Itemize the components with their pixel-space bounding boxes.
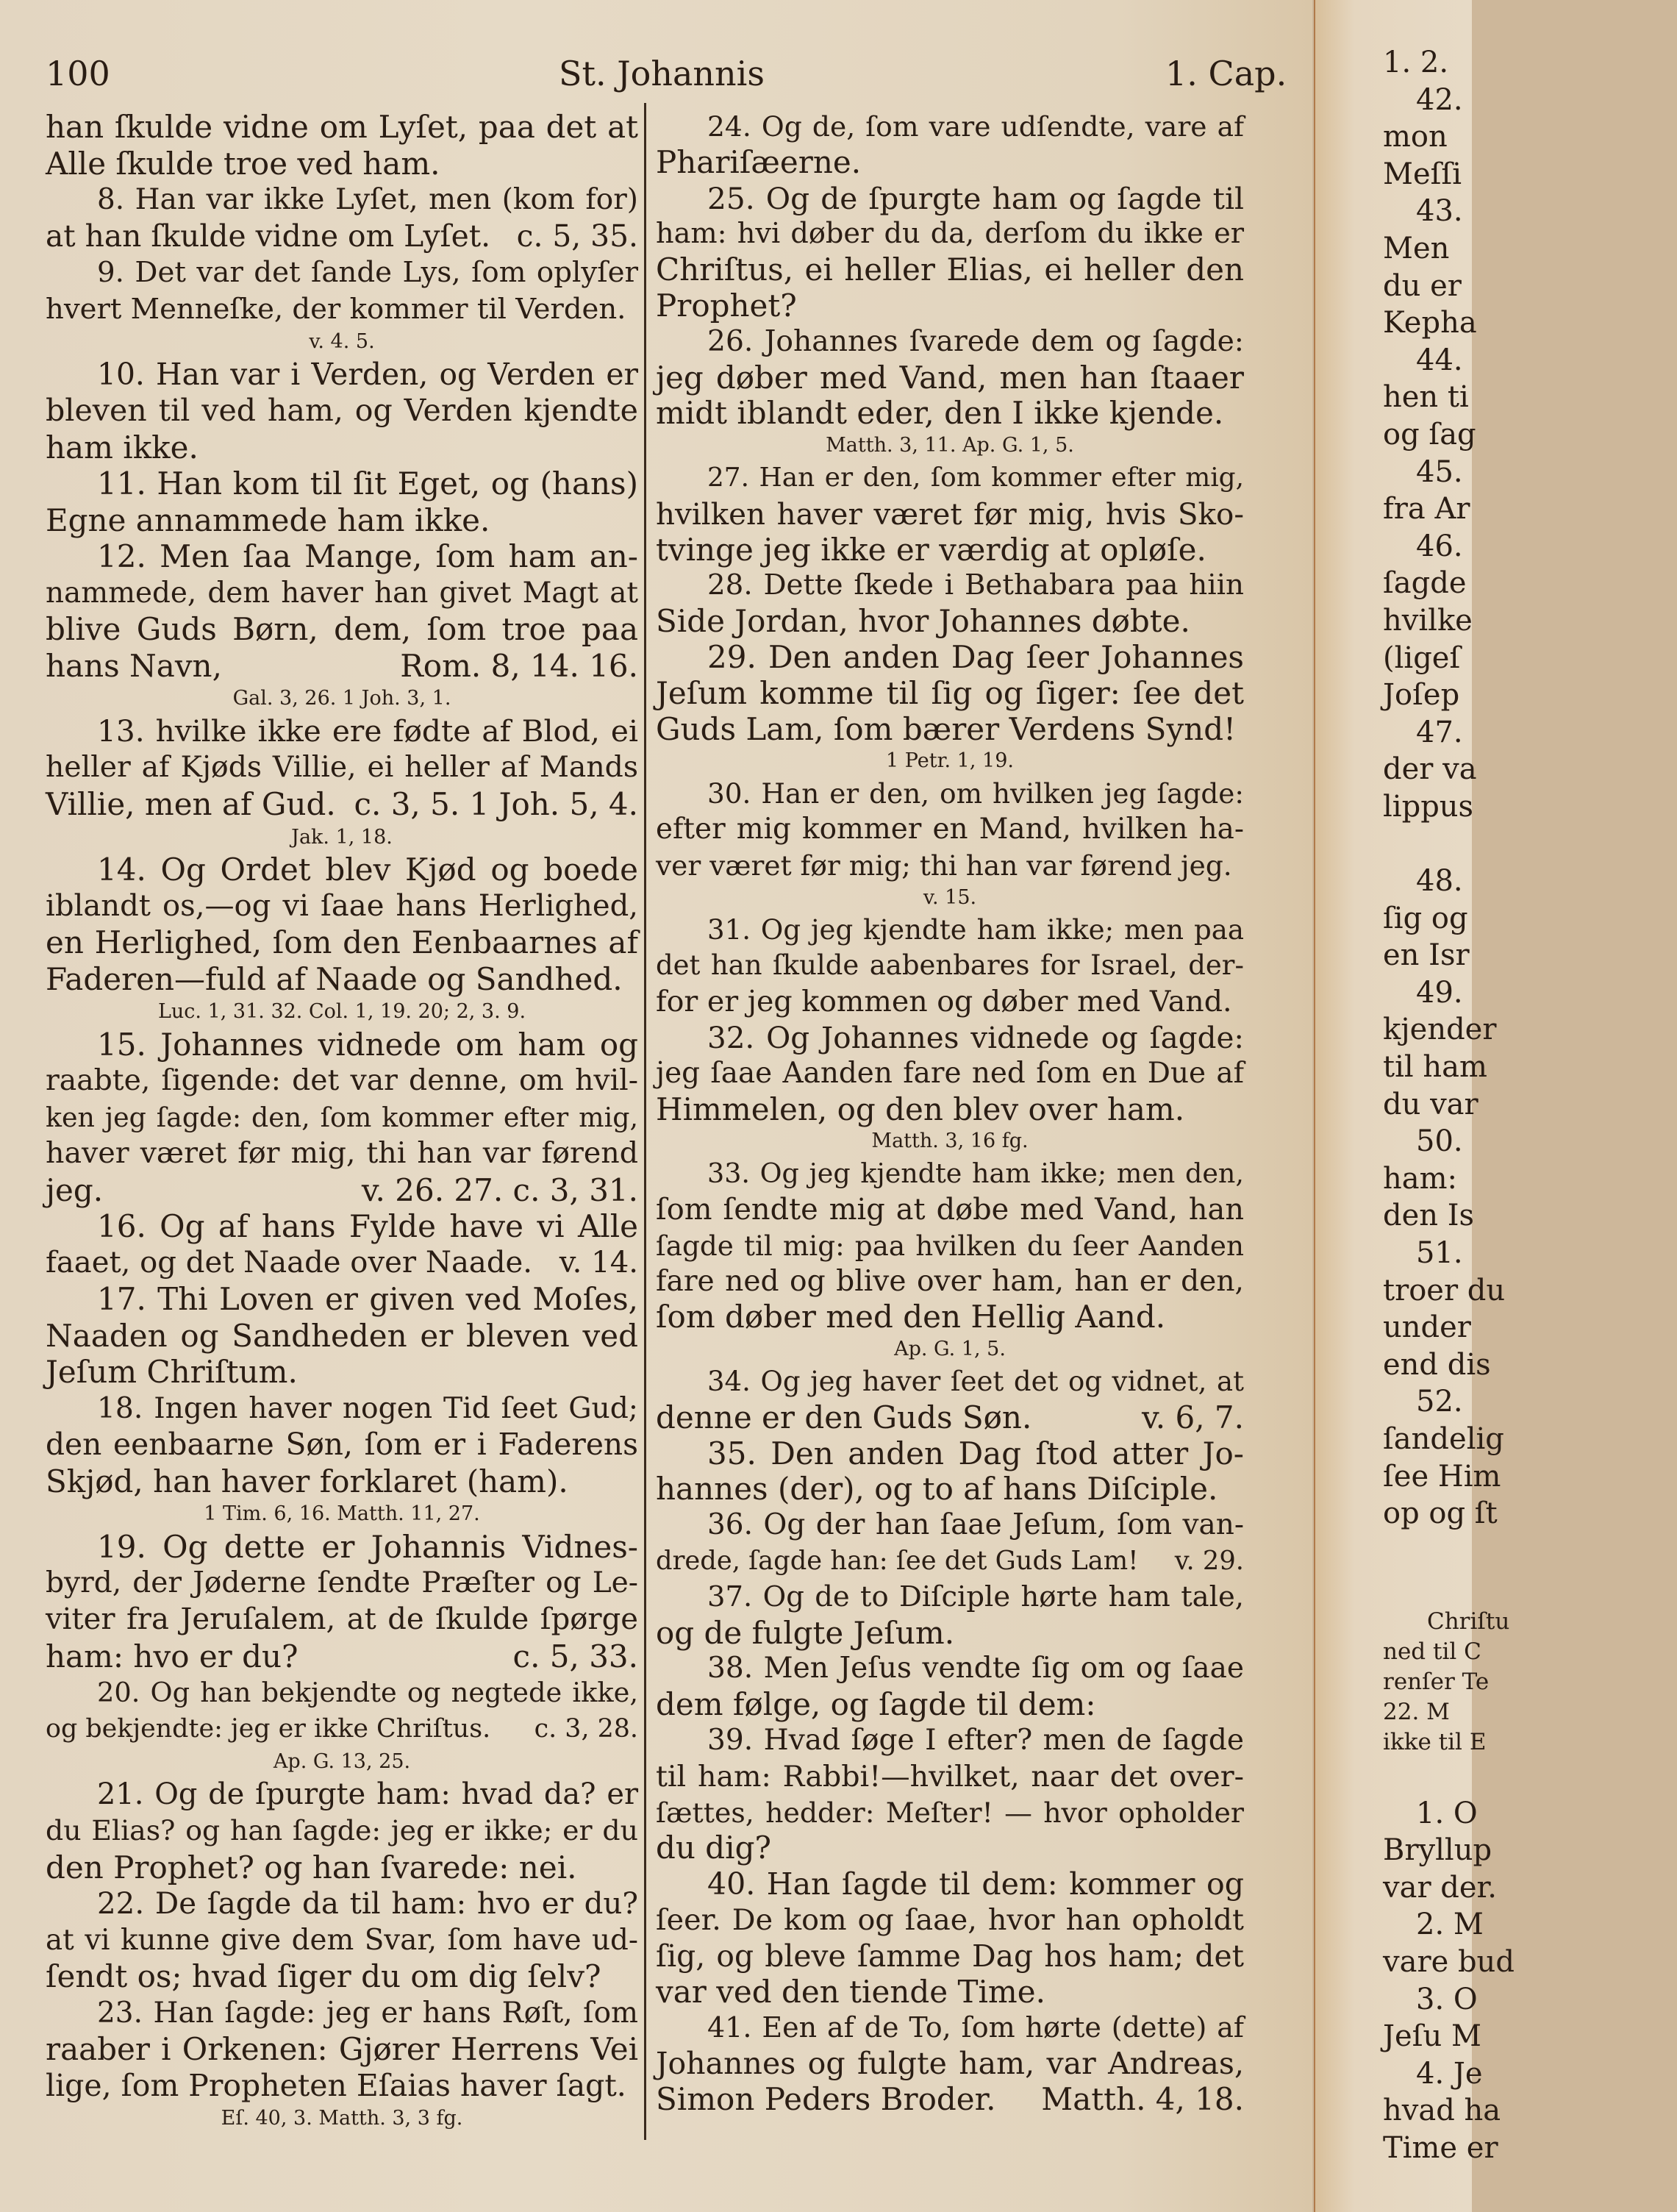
verse-text: lige, ſom Propheten Eſaias haver ſagt.: [46, 2067, 626, 2103]
verse-text: Johannes og fulgte ham, var Andreas,: [656, 2046, 1244, 2082]
verse-line: [656, 812, 1244, 848]
verse-text: Chriſtus, ei heller Elias, ei heller den: [656, 251, 1244, 288]
next-page-line: du var: [1383, 1087, 1478, 1121]
verse-text: Faderen—fuld af Naade og Sandhed.: [46, 960, 623, 997]
verse-start-line: [656, 2010, 1244, 2046]
verse-line: [46, 1427, 638, 1463]
page-number: 100: [46, 54, 110, 93]
verse-start-line: [656, 324, 1244, 360]
next-page-line: 46.: [1416, 529, 1463, 563]
verse-line: [656, 1056, 1244, 1092]
verse-text: at han ſkulde vidne om Lyſet.: [46, 218, 491, 254]
verse-text: dem følge, og ſagde til dem:: [656, 1686, 1096, 1723]
next-page-line: ſig og: [1383, 901, 1468, 935]
verse-line: [656, 1687, 1244, 1723]
verse-start-line: [46, 1027, 638, 1063]
verse-start-line: [656, 460, 1244, 496]
verse-text: 25. Og de ſpurgte ham og ſagde til: [707, 180, 1244, 216]
next-page-line: vare bud: [1383, 1944, 1515, 1979]
verse-start-line: [46, 465, 638, 502]
verse-start-line: [656, 1723, 1244, 1759]
verse-start-line: [656, 109, 1244, 145]
next-page-line: 47.: [1416, 715, 1463, 749]
next-page-line: Bryllup: [1383, 1833, 1492, 1868]
verse-line: [46, 1849, 638, 1886]
verse-line: [46, 1602, 638, 1638]
verse-text: nammede, dem haver han givet Magt at: [46, 576, 638, 610]
verse-line: [46, 786, 638, 823]
verse-start-line: [656, 640, 1244, 676]
verse-start-line: [46, 1281, 638, 1318]
verse-line: [656, 532, 1244, 568]
inline-reference: v. 14.: [559, 1245, 638, 1280]
verse-start-line: [46, 852, 638, 888]
next-page-line: ſandelig: [1383, 1421, 1504, 1456]
verse-line: [46, 218, 638, 255]
verse-text: 24. Og de, ſom vare udſendte, vare af: [707, 110, 1244, 143]
verse-text: en Herlighed, ſom den Eenbaarnes af: [46, 924, 638, 961]
inline-reference: c. 3, 5. 1 Joh. 5, 4.: [354, 785, 638, 822]
verse-text: jeg ſaae Aanden fare ned ſom en Due af: [656, 1056, 1244, 1090]
verse-text: 31. Og jeg kjendte ham ikke; men paa: [707, 913, 1244, 946]
cross-reference: v. 15.: [923, 885, 977, 909]
verse-line: [46, 1638, 638, 1675]
next-page-line: end dis: [1383, 1347, 1491, 1382]
verse-line: [46, 611, 638, 648]
verse-start-line: [46, 182, 638, 218]
inline-reference: Rom. 8, 14. 16.: [400, 647, 638, 684]
verse-start-line: [46, 538, 638, 575]
verse-line: [46, 924, 638, 961]
verse-line: [656, 1616, 1244, 1652]
verse-line: [46, 502, 638, 539]
verse-text: ſagde til mig: paa hvilken du ſeer Aanden: [656, 1229, 1244, 1262]
next-page-line: troer du: [1383, 1273, 1506, 1307]
next-page-line: lippus: [1383, 789, 1474, 824]
verse-line: [656, 1299, 1244, 1335]
next-page-line: [1383, 1569, 1677, 1607]
cross-reference: v. 4. 5.: [309, 330, 375, 354]
verse-text: hvilken haver været før mig, hvis Sko-: [656, 496, 1244, 532]
cross-reference: Jak. 1, 18.: [291, 825, 393, 849]
next-page-line: til ham: [1383, 1050, 1487, 1085]
verse-text: jeg.: [46, 1171, 104, 1208]
verse-text: drede, ſagde han: ſee det Guds Lam!: [656, 1546, 1139, 1577]
verse-start-line: [46, 1777, 638, 1813]
next-page-line: en Isr: [1383, 938, 1470, 973]
next-page-line: [1383, 1758, 1677, 1795]
inline-reference: Matth. 4, 18.: [1041, 2081, 1244, 2118]
next-page-line: op og ſt: [1383, 1496, 1498, 1531]
verse-text: ſeer. De kom og ſaae, hvor han opholdt: [656, 1903, 1244, 1938]
next-page-line: 43.: [1416, 194, 1463, 229]
verse-line: [46, 1922, 638, 1959]
next-page-line: 1. O: [1416, 1796, 1478, 1830]
verse-text: 35. Den anden Dag ſtod atter Jo-: [707, 1435, 1244, 1471]
verse-start-line: [46, 1885, 638, 1922]
next-page-line: 48.: [1416, 864, 1463, 899]
cross-reference: Matth. 3, 11. Ap. G. 1, 5.: [826, 434, 1074, 457]
verse-start-line: [46, 1208, 638, 1245]
verse-line: [656, 2046, 1244, 2082]
verse-line: [46, 109, 638, 146]
verse-text: til ham: Rabbi!—hvilket, naar det over-: [656, 1759, 1244, 1794]
next-page-line: 42.: [1416, 82, 1463, 117]
verse-text: 18. Ingen haver nogen Tid ſeet Gud;: [97, 1391, 638, 1425]
verse-line: [656, 1264, 1244, 1300]
verse-line: [46, 1318, 638, 1355]
verse-text: 39. Hvad ſøge I efter? men de ſagde: [707, 1724, 1244, 1758]
verse-text: 16. Og af hans Fylde have vi Alle: [97, 1208, 638, 1245]
verse-text: den Prophet? og han ſvarede: nei.: [46, 1849, 577, 1885]
next-page-line: renſer Te: [1383, 1668, 1490, 1695]
verse-line: [656, 145, 1244, 181]
cross-reference: 1 Tim. 6, 16. Matth. 11, 27.: [204, 1502, 480, 1526]
verse-text: 36. Og der han ſaae Jeſum, ſom van-: [707, 1508, 1244, 1542]
verse-line: [656, 948, 1244, 984]
next-page-line: 2. M: [1416, 1908, 1484, 1942]
verse-line: [46, 146, 638, 182]
verse-text: ham: hvi døber du da, derſom du ikke er: [656, 218, 1244, 251]
verse-text: Side Jordan, hvor Johannes døbte.: [656, 603, 1190, 640]
next-page-line: hen ti: [1383, 380, 1469, 415]
verse-start-line: [46, 357, 638, 393]
next-page-line: der va: [1383, 752, 1477, 787]
inline-reference: c. 3, 28.: [534, 1713, 638, 1744]
verse-line: [656, 676, 1244, 712]
verse-line: [46, 648, 638, 685]
verse-text: og bekjendte: jeg er ikke Chriſtus.: [46, 1713, 491, 1744]
cross-reference: Eſ. 40, 3. Matth. 3, 3 fg.: [221, 2107, 463, 2130]
verse-text: Simon Peders Broder.: [656, 2081, 996, 2118]
next-page-line: 3. O: [1416, 1982, 1478, 2016]
verse-text: var ved den tiende Time.: [656, 1973, 1045, 2010]
verse-text: Phariſæerne.: [656, 143, 862, 180]
verse-text: 28. Dette ſkede i Bethabara paa hiin: [707, 568, 1244, 602]
verse-line: [656, 1830, 1244, 1866]
verse-line: [46, 1565, 638, 1602]
verse-text: 9. Det var det ſande Lys, ſom oplyſer: [97, 256, 638, 290]
verse-text: 20. Og han bekjendte og negtede ikke,: [97, 1677, 638, 1709]
inline-reference: v. 6, 7.: [1142, 1399, 1244, 1435]
next-page-line: 49.: [1416, 975, 1463, 1010]
verse-text: 30. Han er den, om hvilken jeg ſagde:: [707, 777, 1244, 810]
next-page-line: under: [1383, 1310, 1471, 1345]
verse-text: 37. Og de to Diſciple hørte ham tale,: [707, 1580, 1244, 1613]
verse-text: bleven til ved ham, og Verden kjendte: [46, 393, 638, 429]
verse-text: 26. Johannes ſvarede dem og ſagde:: [707, 324, 1244, 358]
verse-text: Himmelen, og den blev over ham.: [656, 1091, 1185, 1127]
inline-reference: c. 5, 35.: [516, 218, 638, 254]
verse-line: [656, 216, 1244, 252]
next-page-line: den Is: [1383, 1199, 1475, 1233]
verse-start-line: [656, 1020, 1244, 1056]
verse-line: [46, 575, 638, 612]
next-page-line: ikke til E: [1383, 1728, 1487, 1755]
verse-text: 41. Een af de To, ſom hørte (dette) af: [707, 2011, 1244, 2044]
verse-start-line: [656, 181, 1244, 217]
next-page-line: 51.: [1416, 1236, 1463, 1270]
verse-text: ſig, og bleve ſamme Dag hos ham; det: [656, 1938, 1244, 1974]
next-page-line: var der.: [1383, 1870, 1497, 1905]
next-page-line: [1383, 825, 1677, 863]
next-page-edge: [1314, 0, 1515, 2212]
verse-start-line: [656, 568, 1244, 604]
verse-text: 17. Thi Loven er given ved Moſes,: [97, 1281, 638, 1318]
verse-start-line: [46, 1391, 638, 1427]
verse-line: [46, 429, 638, 466]
verse-text: 38. Men Jeſus vendte ſig om og ſaae: [707, 1652, 1244, 1685]
verse-text: faaet, og det Naade over Naade.: [46, 1245, 533, 1280]
verse-start-line: [656, 1364, 1244, 1400]
verse-start-line: [656, 1436, 1244, 1472]
next-page-line: ned til C: [1383, 1638, 1481, 1665]
verse-text: Skjød, han haver forklaret (ham).: [46, 1463, 568, 1499]
verse-text: 32. Og Johannes vidnede og ſagde:: [707, 1019, 1244, 1055]
verse-text: 27. Han er den, ſom kommer efter mig,: [707, 463, 1244, 493]
verse-text: 40. Han ſagde til dem: kommer og: [707, 1866, 1244, 1902]
verse-text: byrd, der Jøderne ſendte Præſter og Le-: [46, 1566, 638, 1600]
verse-line: [656, 2082, 1244, 2118]
next-page-line: og ſag: [1383, 417, 1476, 452]
verse-line: [656, 1471, 1244, 1508]
verse-line: [46, 888, 638, 925]
next-page-line: Time er: [1383, 2130, 1498, 2165]
verse-start-line: [656, 1580, 1244, 1616]
verse-text: du dig?: [656, 1830, 772, 1866]
verse-line: [46, 1135, 638, 1172]
verse-text: 29. Den anden Dag ſeer Johannes: [707, 639, 1244, 676]
verse-text: raaber i Orkenen: Gjører Herrens Vei: [46, 2031, 638, 2068]
next-page-line: (ligeſ: [1383, 641, 1461, 675]
cross-reference: Luc. 1, 31. 32. Col. 1, 19. 20; 2, 3. 9.: [157, 1000, 526, 1024]
verse-text: 15. Johannes vidnede om ham og: [97, 1026, 638, 1063]
verse-line: [46, 1172, 638, 1209]
verse-start-line: [46, 1674, 638, 1711]
verse-start-line: [656, 1508, 1244, 1544]
next-page-line: Joſep: [1383, 678, 1460, 713]
next-page-line: Chriſtu: [1427, 1608, 1510, 1635]
verse-line: [656, 252, 1244, 288]
verse-text: ſom ſendte mig at døbe med Vand, han: [656, 1193, 1244, 1227]
verse-text: tvinge jeg ikke er værdig at opløſe.: [656, 531, 1206, 568]
verse-text: for er jeg kommen og døber med Vand.: [656, 985, 1232, 1019]
verse-line: [656, 1544, 1244, 1580]
verse-start-line: [656, 1866, 1244, 1902]
verse-text: ham: hvo er du?: [46, 1638, 298, 1674]
verse-text: Egne annammede ham ikke.: [46, 502, 490, 538]
verse-start-line: [46, 1529, 638, 1566]
verse-text: han ſkulde vidne om Lyſet, paa det at: [46, 109, 638, 145]
next-page-line: 52.: [1416, 1385, 1463, 1419]
verse-text: Guds Lam, ſom bærer Verdens Synd!: [656, 710, 1236, 747]
next-page-line: ſee Him: [1383, 1459, 1501, 1494]
verse-line: [46, 1063, 638, 1099]
verse-text: 12. Men ſaa Mange, ſom ham an-: [97, 538, 638, 575]
verse-line: [656, 1759, 1244, 1795]
verse-line: [656, 1228, 1244, 1264]
next-page-line: 22. M: [1383, 1698, 1450, 1725]
verse-line: [46, 1245, 638, 1282]
verse-text: efter mig kommer en Mand, hvilken ha-: [656, 813, 1244, 846]
next-page-line: Meſſi: [1383, 157, 1462, 191]
verse-text: fare ned og blive over ham, han er den,: [656, 1264, 1244, 1298]
next-page-line: 4. Je: [1416, 2056, 1483, 2091]
verse-line: [656, 1092, 1244, 1128]
verse-start-line: [656, 913, 1244, 949]
next-page-line: 1. 2.: [1383, 46, 1449, 79]
next-page-line: du er: [1383, 268, 1462, 303]
verse-text: og de fulgte Jeſum.: [656, 1614, 955, 1651]
verse-text: ken jeg ſagde: den, ſom kommer efter mig,: [46, 1101, 638, 1133]
cross-reference: Matth. 3, 16 fg.: [871, 1130, 1029, 1153]
verse-line: [656, 604, 1244, 640]
verse-start-line: [656, 1651, 1244, 1687]
next-page-line: hvad ha: [1383, 2094, 1501, 2128]
verse-text: du Elias? og han ſagde: jeg er ikke; er du: [46, 1814, 638, 1847]
verse-line: [656, 1938, 1244, 1974]
verse-line: [46, 1958, 638, 1995]
cross-reference: Ap. G. 13, 25.: [273, 1750, 411, 1774]
verse-text: Prophet?: [656, 287, 797, 324]
next-page-line: Kepha: [1383, 306, 1477, 340]
verse-text: hans Navn,: [46, 647, 222, 684]
verse-line: [46, 393, 638, 429]
next-page-line: fra Ar: [1383, 492, 1470, 527]
verse-text: 8. Han var ikke Lyſet, men (kom for): [97, 183, 638, 217]
verse-line: [656, 396, 1244, 432]
next-page-column: [1383, 44, 1677, 2166]
next-page-line: 45.: [1416, 454, 1463, 489]
verse-text: haver været før mig, thi han var førend: [46, 1136, 638, 1171]
verse-text: iblandt os,—og vi ſaae hans Herlighed,: [46, 888, 638, 923]
next-page-line: 50.: [1416, 1124, 1463, 1159]
verse-line: [46, 749, 638, 786]
column-divider: [644, 103, 646, 2140]
next-page-line: kjender: [1383, 1013, 1497, 1047]
verse-text: 21. Og de ſpurgte ham: hvad da? er: [97, 1777, 638, 1811]
next-page-line: [1383, 1533, 1677, 1570]
verse-line: [46, 2031, 638, 2068]
verse-text: 23. Han ſagde: jeg er hans Røſt, ſom: [97, 1996, 638, 2030]
inline-reference: v. 29.: [1174, 1546, 1244, 1577]
verse-start-line: [656, 1156, 1244, 1192]
verse-text: hannes (der), og to af hans Diſciple.: [656, 1471, 1218, 1508]
inline-reference: v. 26. 27. c. 3, 31.: [361, 1171, 638, 1208]
verse-text: den eenbaarne Søn, ſom er i Faderens: [46, 1427, 638, 1463]
verse-line: [656, 496, 1244, 532]
verse-start-line: [656, 776, 1244, 812]
chapter-label: 1. Cap.: [1165, 54, 1287, 93]
verse-text: Jeſum Chriſtum.: [46, 1354, 298, 1391]
verse-line: [656, 1192, 1244, 1228]
verse-text: 11. Han kom til ſit Eget, og (hans): [97, 465, 638, 502]
verse-text: Jeſum komme til ſig og ſiger: ſee det: [656, 674, 1244, 711]
cross-reference: 1 Petr. 1, 19.: [886, 749, 1014, 773]
verse-text: det han ſkulde aabenbares for Israel, der-: [656, 949, 1244, 982]
verse-line: [656, 1902, 1244, 1938]
verse-text: Alle ſkulde troe ved ham.: [46, 145, 440, 182]
verse-text: raabte, ſigende: det var denne, om hvil-: [46, 1064, 638, 1098]
verse-line: [656, 1795, 1244, 1831]
next-page-line: ham:: [1383, 1161, 1458, 1196]
cross-reference: Ap. G. 1, 5.: [894, 1338, 1006, 1361]
verse-line: [46, 1099, 638, 1136]
verse-text: ver været før mig; thi han var førend jeg.: [656, 849, 1232, 882]
verse-line: [656, 712, 1244, 748]
verse-text: 13. hvilke ikke ere fødte af Blod, ei: [97, 713, 638, 749]
next-page-line: Jeſu M: [1383, 2019, 1481, 2054]
verse-text: ſendt os; hvad ſiger du om dig ſelv?: [46, 1958, 601, 1995]
verse-line: [46, 1354, 638, 1391]
verse-text: at vi kunne give dem Svar, ſom have ud-: [46, 1923, 638, 1957]
next-page-line: Men: [1383, 231, 1450, 265]
cross-reference: Gal. 3, 26. 1 Joh. 3, 1.: [232, 687, 451, 710]
verse-line: [46, 1463, 638, 1500]
verse-line: [656, 1974, 1244, 2011]
verse-text: denne er den Guds Søn.: [656, 1399, 1032, 1435]
verse-text: jeg døber med Vand, men han ſtaaer: [656, 359, 1244, 396]
running-title: St. Johannis: [559, 54, 765, 93]
verse-line: [46, 1711, 638, 1748]
next-page-line: 44.: [1416, 343, 1463, 377]
verse-start-line: [46, 1995, 638, 2032]
verse-text: Naaden og Sandheden er bleven ved: [46, 1317, 638, 1354]
next-page-line: mon: [1383, 120, 1448, 154]
verse-text: 33. Og jeg kjendte ham ikke; men den,: [707, 1157, 1244, 1190]
verse-line: [46, 1813, 638, 1849]
verse-line: [46, 291, 638, 328]
verse-text: heller af Kjøds Villie, ei heller af Mands: [46, 751, 638, 785]
verse-text: midt iblandt eder, den I ikke kjende.: [656, 395, 1224, 432]
verse-line: [656, 848, 1244, 884]
verse-text: ſom døber med den Hellig Aand.: [656, 1299, 1166, 1335]
verse-text: blive Guds Børn, dem, ſom troe paa: [46, 611, 638, 648]
verse-text: 10. Han var i Verden, og Verden er: [97, 356, 638, 392]
verse-line: [656, 984, 1244, 1020]
inline-reference: c. 5, 33.: [512, 1638, 638, 1674]
verse-text: 14. Og Ordet blev Kjød og boede: [97, 851, 638, 888]
verse-text: ham ikke.: [46, 429, 199, 465]
verse-line: [656, 360, 1244, 396]
verse-start-line: [46, 254, 638, 291]
verse-start-line: [46, 713, 638, 750]
verse-line: [46, 961, 638, 998]
verse-text: 19. Og dette er Johannis Vidnes-: [97, 1528, 638, 1565]
next-page-line: hvilke: [1383, 603, 1473, 638]
verse-text: 34. Og jeg haver ſeet det og vidnet, at: [707, 1366, 1244, 1398]
verse-text: Villie, men af Gud.: [46, 785, 336, 822]
next-page-line: ſagde: [1383, 566, 1467, 601]
middle-column: [656, 109, 1244, 2118]
verse-text: 22. De ſagde da til ham: hvo er du?: [97, 1886, 638, 1922]
verse-line: [656, 288, 1244, 324]
left-column: [46, 109, 638, 2133]
verse-text: ſættes, hedder: Meſter! — hvor opholder: [656, 1796, 1244, 1829]
verse-text: viter fra Jeruſalem, at de ſkulde ſpørge: [46, 1602, 638, 1636]
verse-text: hvert Menneſke, der kommer til Verden.: [46, 292, 626, 326]
verse-line: [656, 1400, 1244, 1436]
verse-line: [46, 2068, 638, 2105]
